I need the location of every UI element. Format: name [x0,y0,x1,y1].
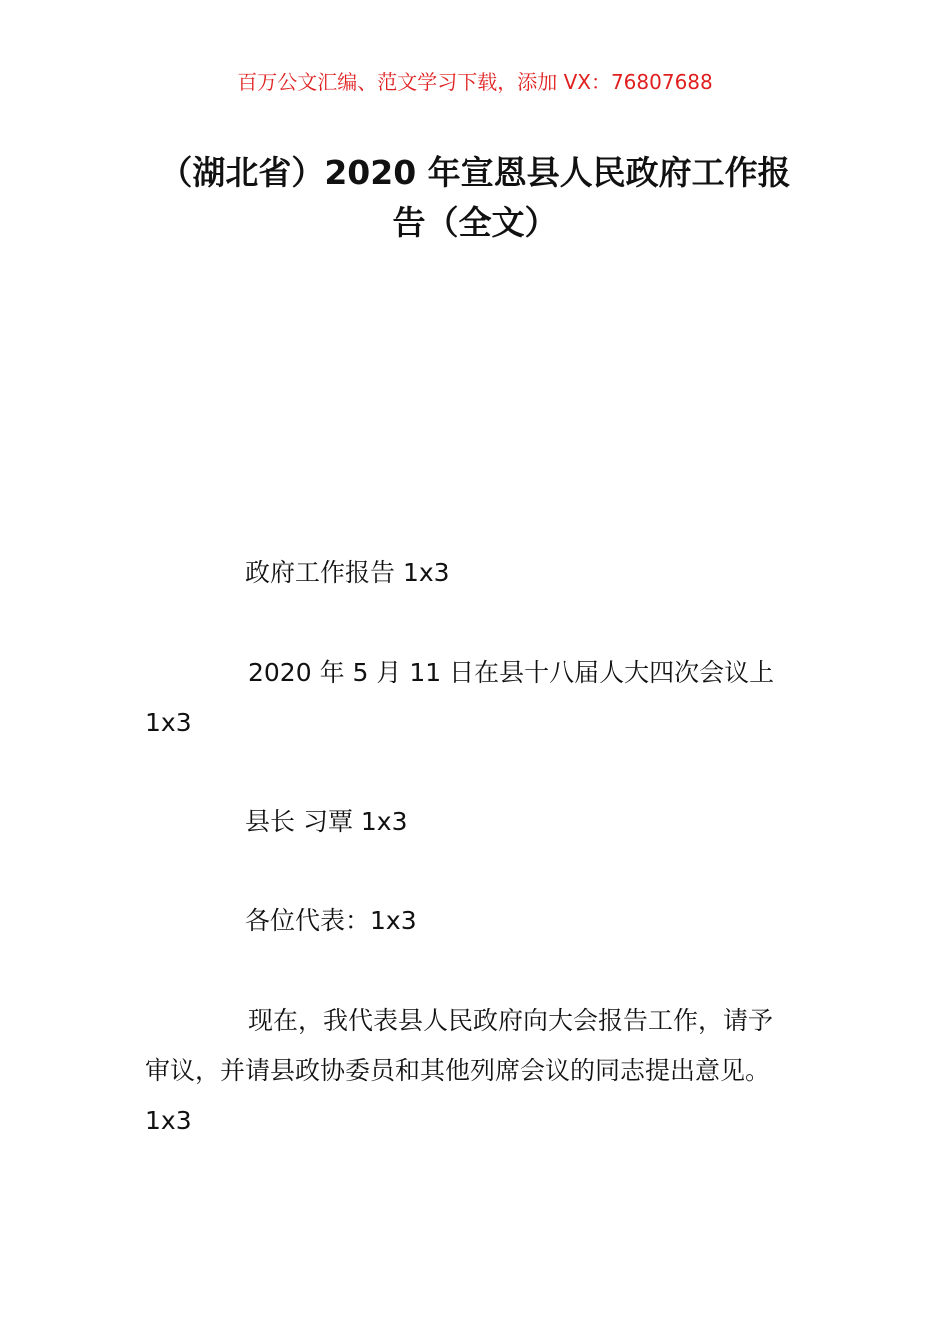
meeting-line-2: 1x3 [145,708,192,737]
intro-line-2: 审议，并请县政协委员和其他列席会议的同志提出意见。 [145,1056,771,1085]
watermark-banner: 百万公文汇编、范文学习下载，添加 VX：76807688 [237,70,713,94]
intro-line-1: 现在，我代表县人民政府向大会报告工作，请予 [248,1006,774,1035]
greeting-paragraph: 各位代表：1x3 [245,906,417,935]
title-line-1: （湖北省）2020 年宣恩县人民政府工作报 [159,153,791,192]
meeting-paragraph [145,648,810,748]
intro-paragraph [145,996,810,1146]
speaker-paragraph: 县长 习覃 1x3 [245,807,408,836]
report-name-paragraph: 政府工作报告 1x3 [245,558,450,587]
meeting-line-1: 2020 年 5 月 11 日在县十八届人大四次会议上 [248,658,775,687]
document-title [140,148,810,248]
intro-line-3: 1x3 [145,1106,192,1135]
title-line-2: 告（全文） [392,203,558,242]
